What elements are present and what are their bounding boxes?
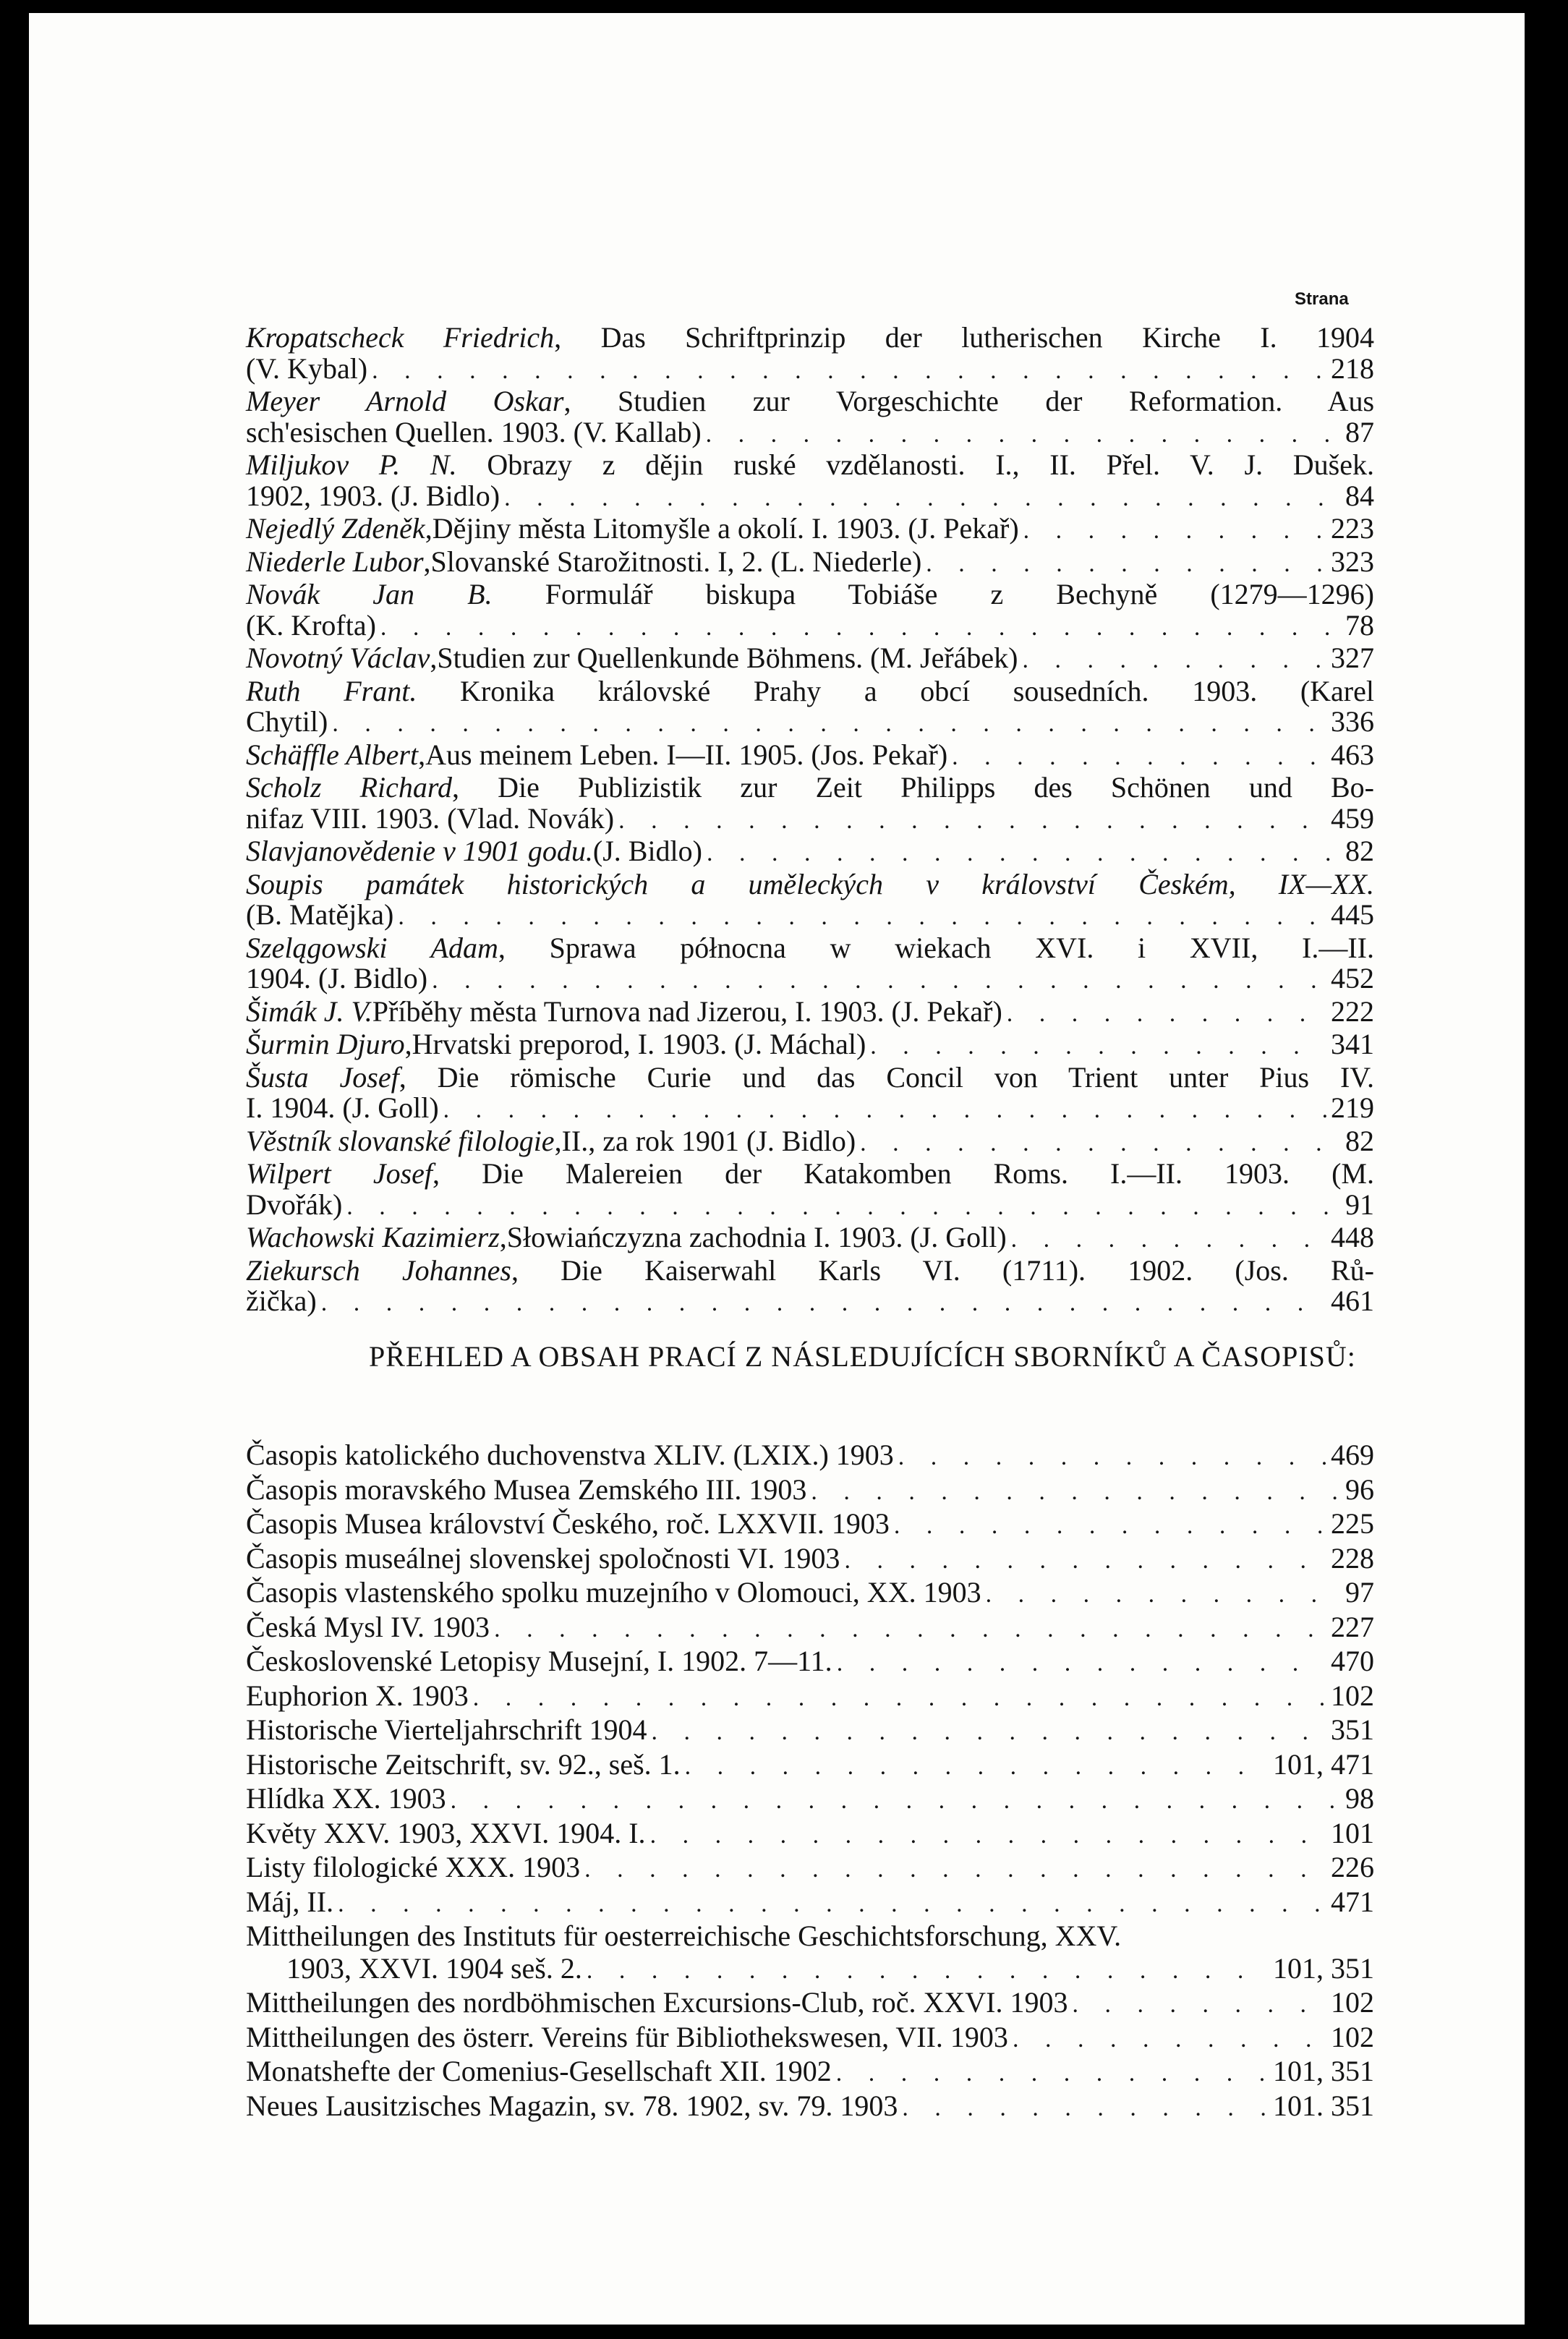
entry-page-number: 91 — [1345, 1188, 1374, 1221]
dot-leader — [860, 1128, 1341, 1159]
dot-leader — [685, 1751, 1269, 1784]
bibliography-entry — [246, 323, 1374, 386]
entry-author: Kropatscheck Friedrich — [246, 321, 555, 354]
bibliography-list — [246, 323, 1374, 1319]
periodical-page-number: 96 — [1345, 1473, 1374, 1506]
entry-page-number: 452 — [1331, 962, 1374, 994]
entry-title: (J. Bidlo) — [592, 835, 702, 867]
periodical-title: Časopis katolického duchovenstva XLIV. (LXIX.) 1903 — [246, 1439, 894, 1471]
periodical-page-number: 101, 351 — [1273, 2055, 1374, 2087]
bibliography-entry — [246, 579, 1374, 643]
bibliography-entry — [246, 450, 1374, 514]
dot-leader — [844, 1545, 1326, 1577]
dot-leader — [650, 1820, 1326, 1852]
dot-leader — [836, 2058, 1269, 2090]
periodical-title: Máj, II. — [246, 1885, 334, 1918]
entry-page-number: 82 — [1345, 1124, 1374, 1157]
entry-page-number: 459 — [1331, 801, 1374, 835]
entry-page-number: 223 — [1331, 512, 1374, 545]
dot-leader — [346, 1192, 1341, 1223]
dot-leader — [706, 419, 1341, 451]
dot-leader — [451, 1785, 1341, 1818]
periodical-page-number: 101, 351 — [1273, 1951, 1374, 1985]
dot-leader — [1073, 1989, 1326, 2021]
entry-author: Šurmin Djuro — [246, 1028, 405, 1060]
periodical-page-number: 97 — [1345, 1576, 1374, 1609]
periodical-line — [246, 1645, 1374, 1680]
entry-second-line — [246, 963, 1374, 997]
entry-author: Schäffle Albert — [246, 738, 419, 771]
periodical-line — [246, 1439, 1374, 1474]
entry-page-number: 445 — [1331, 898, 1374, 931]
dot-leader — [1007, 999, 1326, 1030]
dot-leader — [587, 1955, 1269, 1987]
periodical-title: Listy filologické XXX. 1903 — [246, 1851, 581, 1883]
periodical-line — [246, 2021, 1374, 2056]
periodical-line — [246, 1714, 1374, 1749]
entry-second-line — [246, 481, 1374, 514]
entry-second-line — [246, 900, 1374, 933]
periodical-entry — [246, 1886, 1374, 1921]
dot-leader — [952, 742, 1326, 773]
periodical-title: Monatshefte der Comenius-Gesellschaft XII. 1902 — [246, 2055, 832, 2087]
entry-page-number: 327 — [1331, 642, 1374, 674]
entry-author: Wachowski Kazimierz — [246, 1221, 500, 1253]
bibliography-entry — [246, 386, 1374, 450]
entry-second-line — [246, 1093, 1374, 1126]
dot-leader — [652, 1716, 1327, 1749]
periodical-title: Mittheilungen des Instituts für oesterreichische Geschichtsforschung, XXV. — [246, 1920, 1122, 1952]
entry-first-line: Wachowski Kazimierz , Słowiańczyzna zachodnia I. 1903. (J. Goll) . . . 448 — [246, 1222, 1374, 1256]
periodical-entry — [246, 1474, 1374, 1509]
dot-leader — [618, 806, 1326, 837]
periodical-entry — [246, 1645, 1374, 1680]
periodical-line — [246, 1474, 1374, 1509]
entry-page-number: 461 — [1331, 1284, 1374, 1317]
entry-author: Šusta Josef — [246, 1060, 399, 1094]
periodical-page-number: 98 — [1345, 1782, 1374, 1815]
periodical-page-number: 226 — [1331, 1851, 1374, 1883]
entry-title: Obrazy z dějin ruské vzdělanosti. I., II. Přel. V. J. Dušek. — [487, 448, 1375, 481]
entry-page-number: 336 — [1331, 705, 1374, 738]
entry-continuation: (V. Kybal) — [246, 352, 368, 385]
dot-leader — [380, 613, 1341, 644]
entry-first-line: Nejedlý Zdeněk , Dějiny města Litomyšle a okolí. I. 1903. (J. Pekař) . . . 223 — [246, 514, 1374, 547]
periodical-continuation: 1903, XXVI. 1904 seš. 2. — [286, 1951, 582, 1985]
periodical-line — [246, 1818, 1374, 1852]
entry-title: Formulář biskupa Tobiáše z Bechyně (1279—1296) — [545, 578, 1374, 610]
entry-author: Slavjanovědenie v 1901 godu. — [246, 835, 593, 867]
dot-leader — [986, 1579, 1341, 1611]
entry-title: Dějiny města Litomyšle a okolí. I. 1903. (J. Pekař) — [432, 512, 1019, 545]
entry-first-line — [246, 676, 1374, 707]
periodical-line — [246, 1886, 1374, 1921]
entry-author: Novák Jan B. — [246, 578, 493, 610]
dot-leader — [870, 1031, 1326, 1062]
entry-author: Szelągowski Adam — [246, 931, 498, 964]
section-heading: PŘEHLED A OBSAH PRACÍ Z NÁSLEDUJÍCÍCH SBORNÍKŮ A ČASOPISŮ: — [369, 1340, 1356, 1373]
dot-leader — [321, 1288, 1326, 1319]
periodical-entry — [246, 1852, 1374, 1886]
periodical-title: Historische Zeitschrift, sv. 92., seš. 1. — [246, 1747, 681, 1781]
dot-leader — [584, 1854, 1326, 1886]
dot-leader — [432, 966, 1326, 997]
dot-leader — [894, 1510, 1326, 1543]
entry-continuation: (B. Matějka) — [246, 898, 394, 931]
periodical-entry — [246, 2021, 1374, 2056]
periodical-line — [246, 1749, 1374, 1784]
entry-title: Das Schriftprinzip der lutherischen Kirche I. 1904 — [600, 321, 1375, 354]
periodical-entry — [246, 2055, 1374, 2090]
dot-leader — [473, 1682, 1326, 1715]
periodical-page-number: 102 — [1331, 1986, 1374, 2019]
periodical-title: Hlídka XX. 1903 — [246, 1782, 446, 1815]
entry-second-line — [246, 1190, 1374, 1223]
periodical-entry — [246, 1818, 1374, 1852]
dot-leader — [338, 1888, 1326, 1921]
entry-author: Miljukov P. N. — [246, 448, 457, 481]
dot-leader — [837, 1648, 1326, 1680]
entry-first-line: Schäffle Albert , Aus meinem Leben. I—II. 1905. (Jos. Pekař) . . . 463 — [246, 740, 1374, 773]
entry-author: Ziekursch Johannes — [246, 1253, 511, 1287]
entry-page-number: 448 — [1331, 1221, 1374, 1253]
periodical-page-number: 102 — [1331, 1679, 1374, 1712]
entry-title: Die Malereien der Katakomben Roms. I.—II. 1903. (M. — [482, 1157, 1374, 1190]
entry-continuation: I. 1904. (J. Goll) — [246, 1091, 439, 1124]
entry-title: Příběhy města Turnova nad Jizerou, I. 1903. (J. Pekař) — [372, 994, 1002, 1028]
entry-continuation: nifaz VIII. 1903. (Vlad. Novák) — [246, 801, 615, 835]
entry-page-number: 218 — [1331, 352, 1374, 385]
entry-page-number: 219 — [1331, 1091, 1374, 1124]
entry-page-number: 78 — [1345, 608, 1374, 642]
periodical-page-number: 471 — [1331, 1885, 1374, 1918]
entry-first-line: Niederle Lubor , Slovanské Starožitnosti. I, 2. (L. Niederle) . . . 323 — [246, 547, 1374, 580]
entry-second-line — [246, 1286, 1374, 1319]
entry-author: Věstník slovanské filologie — [246, 1124, 555, 1157]
bibliography-entry — [246, 1253, 1374, 1319]
page-sheet — [29, 13, 1525, 2325]
entry-first-line — [246, 579, 1374, 610]
entry-first-line: Novotný Václav , Studien zur Quellenkunde Böhmens. (M. Jeřábek) . . . 327 — [246, 643, 1374, 676]
entry-author: Soupis památek historických a uměleckých v království Českém, IX—XX. — [246, 867, 1374, 900]
periodical-page-number: 102 — [1331, 2020, 1374, 2053]
entry-title: Kronika královské Prahy a obcí sousedních. 1903. (Karel — [459, 674, 1374, 707]
periodical-line — [246, 1508, 1374, 1543]
periodical-entry — [246, 1714, 1374, 1749]
entry-page-number: 84 — [1345, 479, 1374, 512]
periodical-entry — [246, 1611, 1374, 1646]
entry-title: Die römische Curie und das Concil von Trient unter Pius IV. — [437, 1060, 1374, 1094]
entry-page-number: 463 — [1331, 738, 1374, 771]
entry-title: Die Publizistik zur Zeit Philipps des Schönen und Bo- — [498, 771, 1374, 804]
entry-continuation: Chytil) — [246, 705, 328, 738]
entry-first-line: Věstník slovanské filologie , II., za rok 1901 (J. Bidlo) . . . 82 — [246, 1126, 1374, 1159]
periodical-title: Květy XXV. 1903, XXVI. 1904. I. — [246, 1816, 646, 1849]
bibliography-entry — [246, 772, 1374, 836]
periodical-entry — [246, 2090, 1374, 2125]
entry-title: Studien zur Quellenkunde Böhmens. (M. Jeřábek) — [437, 642, 1018, 674]
entry-page-number: 222 — [1331, 994, 1374, 1028]
entry-first-line: Šurmin Djuro , Hrvatski preporod, I. 1903. (J. Máchal) . . . 341 — [246, 1029, 1374, 1062]
periodical-page-number: 227 — [1331, 1610, 1374, 1643]
entry-first-line — [246, 869, 1374, 900]
dot-leader — [1023, 645, 1326, 676]
periodical-second-line — [246, 1953, 1374, 1987]
bibliography-entry — [246, 1029, 1374, 1062]
entry-first-line — [246, 836, 1374, 869]
entry-author: Scholz Richard — [246, 771, 452, 804]
periodical-line — [246, 1680, 1374, 1715]
bibliography-entry — [246, 994, 1374, 1030]
bibliography-entry — [246, 1062, 1374, 1126]
periodical-entry — [246, 1749, 1374, 1784]
entry-first-line: Kropatscheck Friedrich, Das Schriftprinzip der lutherischen Kirche I. 1904 — [246, 321, 1375, 354]
periodical-entry — [246, 1508, 1374, 1543]
entry-page-number: 323 — [1331, 545, 1374, 578]
periodical-entry — [246, 1439, 1374, 1474]
entry-continuation: Dvořák) — [246, 1188, 343, 1221]
bibliography-entry — [246, 676, 1374, 740]
periodical-page-number: 470 — [1331, 1645, 1374, 1677]
dot-leader — [902, 2092, 1269, 2125]
entry-first-line: Scholz Richard, Die Publizistik zur Zeit Philipps des Schönen und Bo- — [246, 771, 1374, 804]
dot-leader — [504, 483, 1341, 514]
periodical-title: Česká Mysl IV. 1903 — [246, 1610, 490, 1643]
periodical-line — [246, 1543, 1374, 1577]
entry-title: Studien zur Vorgeschichte der Reformation. Aus — [618, 385, 1375, 417]
entry-author: Šimák J. V. — [246, 994, 372, 1028]
dot-leader — [1013, 2024, 1326, 2056]
entry-second-line — [246, 354, 1374, 387]
periodical-page-number: 469 — [1331, 1439, 1374, 1471]
periodical-entry — [246, 1680, 1374, 1715]
periodical-title: Euphorion X. 1903 — [246, 1679, 469, 1712]
periodical-line — [246, 1987, 1374, 2021]
periodical-line — [246, 2055, 1374, 2090]
entry-first-line: Šusta Josef, Die römische Curie und das Concil von Trient unter Pius IV. — [246, 1060, 1374, 1094]
periodical-title: Neues Lausitzisches Magazin, sv. 78. 1902, sv. 79. 1903 — [246, 2089, 898, 2122]
periodical-entry — [246, 1987, 1374, 2021]
entry-title: Hrvatski preporod, I. 1903. (J. Máchal) — [412, 1028, 866, 1060]
entry-second-line — [246, 707, 1374, 740]
entry-author: Meyer Arnold Oskar — [246, 385, 564, 417]
periodical-page-number: 228 — [1331, 1541, 1374, 1575]
entry-author: Niederle Lubor — [246, 545, 424, 578]
bibliography-entry — [246, 740, 1374, 773]
bibliography-entry — [246, 547, 1374, 580]
dot-leader — [494, 1614, 1326, 1646]
periodical-page-number: 101. 351 — [1273, 2089, 1374, 2122]
periodical-first-line — [246, 1920, 1374, 1953]
entry-first-line: Szelągowski Adam, Sprawa północna w wiekach XVI. i XVII, I.—II. — [246, 931, 1375, 964]
periodical-page-number: 225 — [1331, 1507, 1374, 1540]
entry-title: II., za rok 1901 (J. Bidlo) — [561, 1124, 856, 1157]
entry-author: Nejedlý Zdeněk — [246, 512, 425, 545]
periodical-line — [246, 1577, 1374, 1611]
entry-first-line: Ziekursch Johannes, Die Kaiserwahl Karls VI. (1711). 1902. (Jos. Rů- — [246, 1253, 1374, 1287]
entry-first-line: Meyer Arnold Oskar, Studien zur Vorgeschichte der Reformation. Aus — [246, 385, 1375, 417]
periodical-page-number: 101 — [1331, 1816, 1374, 1849]
periodical-entry — [246, 1783, 1374, 1818]
dot-leader — [898, 1441, 1326, 1474]
periodical-title: Časopis vlastenského spolku muzejního v Olomouci, XX. 1903 — [246, 1576, 981, 1609]
dot-leader — [1023, 516, 1326, 547]
periodical-title: Časopis museálnej slovenskej spoločnosti VI. 1903 — [246, 1541, 840, 1575]
entry-continuation: (K. Krofta) — [246, 608, 376, 642]
periodical-entry — [246, 1543, 1374, 1577]
periodical-page-number: 351 — [1331, 1713, 1374, 1746]
periodical-entry — [246, 1577, 1374, 1611]
entry-continuation: 1904. (J. Bidlo) — [246, 962, 428, 994]
periodical-line — [246, 1783, 1374, 1818]
entry-second-line — [246, 610, 1374, 644]
dot-leader — [707, 838, 1341, 869]
entry-first-line — [246, 994, 1374, 1030]
bibliography-entry — [246, 514, 1374, 547]
periodical-line — [246, 2090, 1374, 2125]
entry-title: Słowiańczyzna zachodnia I. 1903. (J. Goll) — [506, 1221, 1007, 1253]
entry-title: Sprawa północna w wiekach XVI. i XVII, I.—II. — [549, 931, 1375, 964]
bibliography-entry — [246, 1126, 1374, 1159]
entry-title: Die Kaiserwahl Karls VI. (1711). 1902. (Jos. Rů- — [561, 1253, 1374, 1287]
bibliography-entry — [246, 836, 1374, 869]
entry-first-line: Wilpert Josef, Die Malereien der Katakomben Roms. I.—II. 1903. (M. — [246, 1157, 1374, 1190]
entry-second-line — [246, 417, 1374, 451]
bibliography-entry — [246, 1159, 1374, 1222]
periodical-title: Mittheilungen des österr. Vereins für Bibliothekswesen, VII. 1903 — [246, 2020, 1008, 2053]
dot-leader — [1011, 1224, 1326, 1256]
entry-author: Novotný Václav — [246, 642, 430, 674]
periodicals-list — [246, 1439, 1374, 2124]
entry-continuation: žička) — [246, 1284, 317, 1317]
dot-leader — [398, 902, 1326, 933]
entry-title: Slovanské Starožitnosti. I, 2. (L. Niederle) — [430, 545, 922, 578]
entry-first-line — [246, 450, 1374, 481]
entry-author: Ruth Frant. — [246, 674, 417, 707]
periodical-page-number: 101, 471 — [1273, 1747, 1374, 1781]
dot-leader — [332, 709, 1326, 740]
page-column-label: Strana — [1295, 289, 1349, 309]
periodical-title: Mittheilungen des nordböhmischen Excursions-Club, roč. XXVI. 1903 — [246, 1986, 1068, 2019]
periodical-title: Československé Letopisy Musejní, I. 1902. 7—11. — [246, 1645, 832, 1677]
dot-leader — [926, 549, 1326, 580]
dot-leader — [443, 1095, 1326, 1126]
entry-page-number: 82 — [1345, 835, 1374, 867]
entry-author: Wilpert Josef — [246, 1157, 433, 1190]
entry-continuation: sch'esischen Quellen. 1903. (V. Kallab) — [246, 415, 702, 448]
entry-page-number: 87 — [1345, 415, 1374, 448]
entry-second-line — [246, 801, 1374, 837]
bibliography-entry — [246, 869, 1374, 933]
bibliography-entry — [246, 1222, 1374, 1256]
periodical-title: Časopis Musea království Českého, roč. LXXVII. 1903 — [246, 1507, 890, 1540]
periodical-title: Časopis moravského Musea Zemského III. 1903 — [246, 1473, 807, 1506]
periodical-entry — [246, 1920, 1374, 1987]
periodical-title: Historische Vierteljahrschrift 1904 — [246, 1713, 647, 1746]
bibliography-entry — [246, 933, 1374, 997]
dot-leader — [372, 356, 1326, 387]
entry-continuation: 1902, 1903. (J. Bidlo) — [246, 479, 500, 512]
bibliography-entry — [246, 643, 1374, 676]
periodical-line — [246, 1611, 1374, 1646]
entry-title: Aus meinem Leben. I—II. 1905. (Jos. Pekař) — [425, 738, 948, 771]
entry-page-number: 341 — [1331, 1028, 1374, 1060]
dot-leader — [811, 1476, 1341, 1509]
periodical-line — [246, 1852, 1374, 1886]
